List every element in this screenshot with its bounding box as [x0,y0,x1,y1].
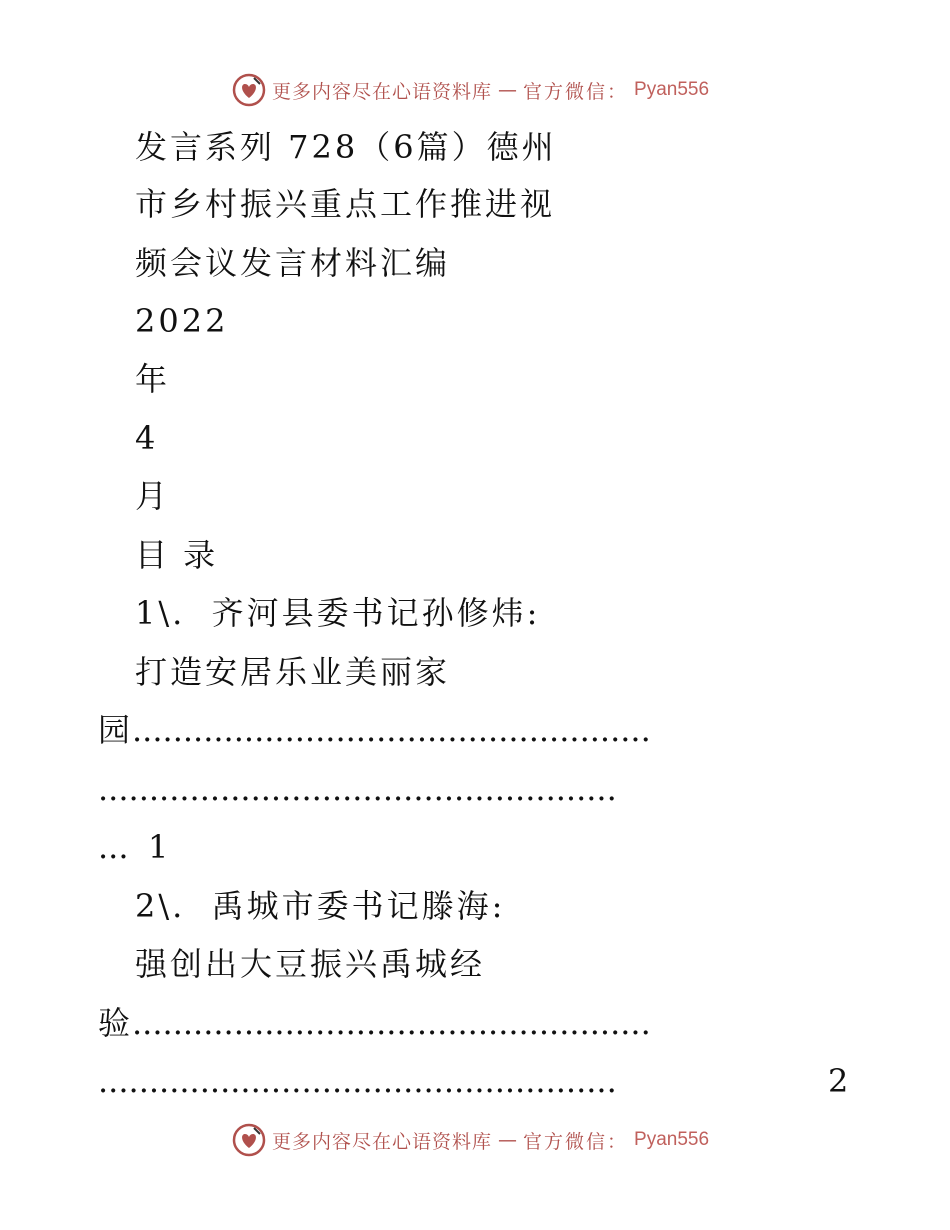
watermark-separator: — [498,79,518,101]
toc-heading: 目 录 [135,536,219,574]
watermark-separator: — [498,1129,518,1151]
watermark-label: 官方微信： [523,80,629,103]
toc-entry-2-leader-1: ................................................... [132,1004,651,1042]
toc-entry-1-title-tail[interactable]: 园 [98,711,134,749]
watermark-id: Pyan556 [634,1129,710,1150]
toc-entry-2-page[interactable]: 2 [828,1062,852,1100]
date-month-unit: 月 [135,477,171,515]
title-line-2: 市乡村振兴重点工作推进视 [135,185,556,223]
watermark-brand: 更多内容尽在心语资料库 [272,1130,493,1153]
toc-entry-1-heading[interactable]: 1\. 齐河县委书记孙修炜: [135,594,541,632]
toc-entry-1-title[interactable]: 打造安居乐业美丽家 [135,653,451,691]
watermark-footer [232,1120,709,1160]
toc-entry-1-leader-2: ................................................... [98,770,617,808]
toc-entry-1-leader-3: ... [98,828,129,866]
toc-entry-2-title[interactable]: 强创出大豆振兴禹城经 [135,945,486,983]
heart-logo-icon [232,1123,266,1157]
watermark-brand: 更多内容尽在心语资料库 [272,80,493,103]
toc-entry-2-title-tail[interactable]: 验 [98,1004,134,1042]
date-year: 2022 [135,302,229,340]
date-month: 4 [135,419,159,457]
toc-entry-2-leader-2: ................................................... [98,1062,617,1100]
watermark-label: 官方微信： [523,1130,629,1153]
toc-entry-2-heading[interactable]: 2\. 禹城市委书记滕海: [135,887,506,925]
toc-entry-1-page[interactable]: 1 [148,828,172,866]
watermark-id: Pyan556 [634,79,710,100]
toc-entry-1-leader-1: ................................................... [132,711,651,749]
title-line-1: 发言系列 728（6篇）德州 [135,128,557,166]
title-line-3: 频会议发言材料汇编 [135,244,451,282]
date-year-unit: 年 [135,360,171,398]
